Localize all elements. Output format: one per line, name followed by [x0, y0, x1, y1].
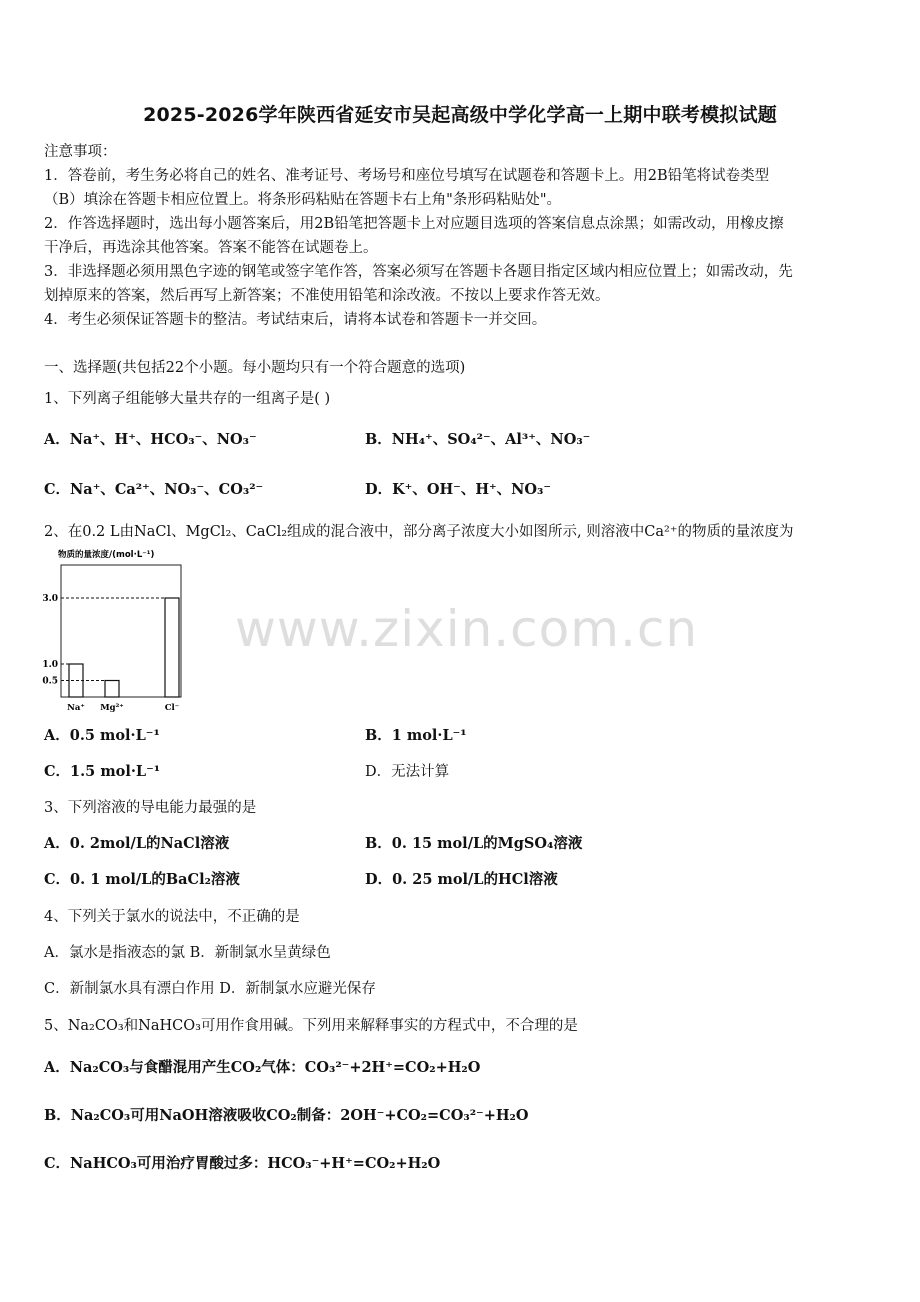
q3-option-a: A．0. 2mol/L的NaCl溶液: [44, 835, 230, 852]
chart-category-label: Na⁺: [67, 703, 85, 713]
chart-ytick-label: 0.5: [42, 676, 58, 687]
q2-stem: 2、在0.2 L由NaCl、MgCl₂、CaCl₂组成的混合液中，部分离子浓度大小如图所示, 则溶液中Ca²⁺的物质的量浓度为: [44, 524, 794, 540]
q3-option-c: C．0. 1 mol/L的BaCl₂溶液: [44, 871, 240, 888]
q4-options-cd: C．新制氯水具有漂白作用 D．新制氯水应避光保存: [44, 981, 376, 997]
q2-option-d: D．无法计算: [365, 764, 450, 780]
q1-option-d: D．K⁺、OH⁻、H⁺、NO₃⁻: [365, 481, 552, 498]
q1-option-a: A．Na⁺、H⁺、HCO₃⁻、NO₃⁻: [44, 431, 257, 448]
q4-options-ab: A．氯水是指液态的氯 B．新制氯水呈黄绿色: [44, 945, 331, 961]
q1-option-b: B．NH₄⁺、SO₄²⁻、Al³⁺、NO₃⁻: [365, 431, 591, 448]
concentration-bar-chart: [44, 545, 194, 715]
notice-heading: 注意事项：: [44, 144, 117, 160]
q3-stem: 3、下列溶液的导电能力最强的是: [44, 800, 257, 816]
q2-option-b: B．1 mol·L⁻¹: [365, 727, 467, 744]
notice-line: 3．非选择题必须用黑色字迹的钢笔或签字笔作答，答案必须写在答题卡各题目指定区域内相应位置上；如需改动，先: [44, 264, 793, 280]
q2-option-a: A．0.5 mol·L⁻¹: [44, 727, 160, 744]
notice-line: 1．答卷前，考生务必将自己的姓名、准考证号、考场号和座位号填写在试题卷和答题卡上。用2B铅笔将试卷类型: [44, 168, 770, 184]
q1-stem: 1、下列离子组能够大量共存的一组离子是( ): [44, 391, 331, 407]
q5-stem: 5、Na₂CO₃和NaHCO₃可用作食用碱。下列用来解释事实的方程式中，不合理的是: [44, 1018, 578, 1034]
q5-option-a: A．Na₂CO₃与食醋混用产生CO₂气体：CO₃²⁻+2H⁺=CO₂+H₂O: [44, 1059, 481, 1076]
notice-line: 干净后，再选涂其他答案。答案不能答在试题卷上。: [44, 240, 378, 256]
notice-line: 划掉原来的答案，然后再写上新答案；不准使用铅笔和涂改液。不按以上要求作答无效。: [44, 288, 610, 304]
chart-bar: [105, 681, 119, 698]
q2-option-c: C．1.5 mol·L⁻¹: [44, 763, 161, 780]
chart-bar: [165, 598, 179, 697]
q5-option-b: B．Na₂CO₃可用NaOH溶液吸收CO₂制备：2OH⁻+CO₂=CO₃²⁻+H₂O: [44, 1107, 529, 1124]
q3-option-b: B．0. 15 mol/L的MgSO₄溶液: [365, 835, 583, 852]
q1-option-c: C．Na⁺、Ca²⁺、NO₃⁻、CO₃²⁻: [44, 481, 264, 498]
q3-option-d: D．0. 25 mol/L的HCl溶液: [365, 871, 558, 888]
watermark: www.zixin.com.cn: [235, 600, 699, 658]
chart-category-label: Cl⁻: [164, 703, 180, 713]
section-heading: 一、选择题(共包括22个小题。每小题均只有一个符合题意的选项): [44, 360, 466, 376]
chart-ylabel: 物质的量浓度/(mol·L⁻¹): [58, 550, 155, 560]
q5-option-c: C．NaHCO₃可用治疗胃酸过多：HCO₃⁻+H⁺=CO₂+H₂O: [44, 1155, 441, 1172]
chart-category-label: Mg²⁺: [100, 703, 124, 713]
chart-ytick-label: 1.0: [42, 660, 58, 670]
exam-title: 2025-2026学年陕西省延安市吴起高级中学化学高一上期中联考模拟试题: [143, 104, 777, 126]
chart-ytick-label: 3.0: [42, 594, 58, 604]
q4-stem: 4、下列关于氯水的说法中，不正确的是: [44, 909, 300, 925]
notice-line: 2．作答选择题时，选出每小题答案后，用2B铅笔把答题卡上对应题目选项的答案信息点涂黑；如需改动，用橡皮擦: [44, 216, 784, 232]
notice-line: （B）填涂在答题卡相应位置上。将条形码粘贴在答题卡右上角"条形码粘贴处"。: [44, 192, 561, 208]
notice-line: 4．考生必须保证答题卡的整洁。考试结束后，请将本试卷和答题卡一并交回。: [44, 312, 547, 328]
